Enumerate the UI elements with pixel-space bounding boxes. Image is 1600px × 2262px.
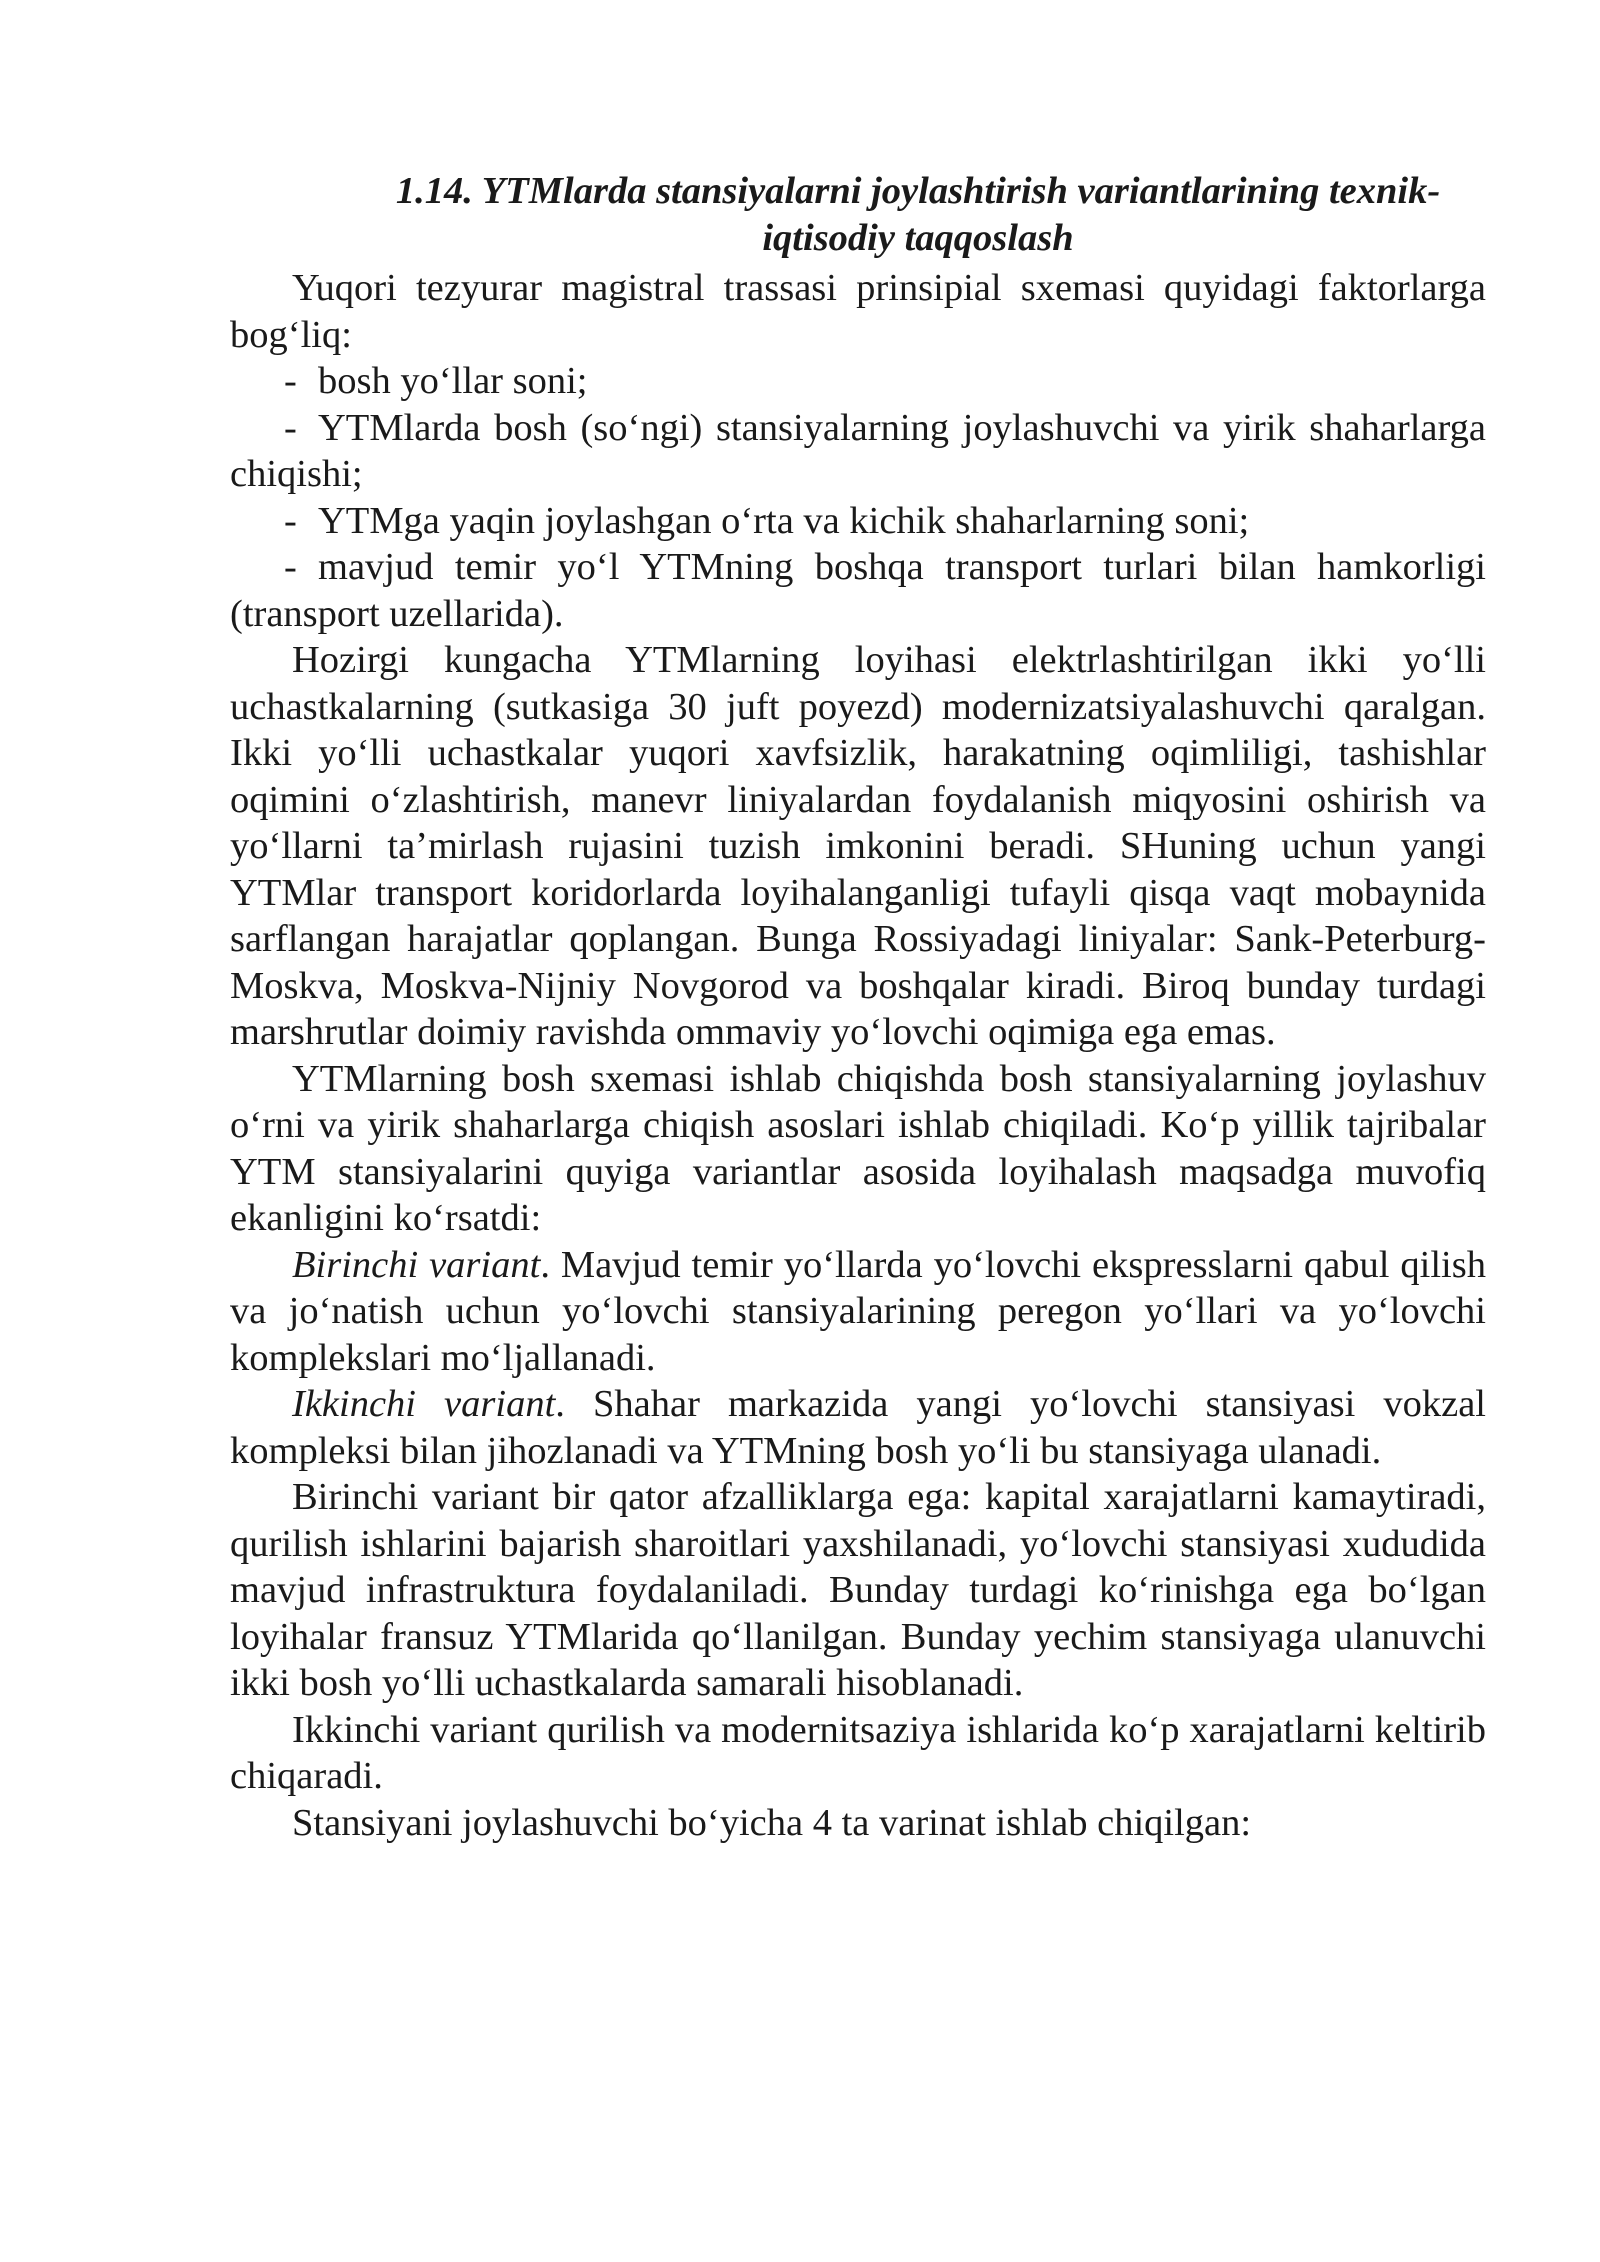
scheme-paragraph: YTMlarning bosh sxemasi ishlab chiqishda bosh stansiyalarning joylashuv o‘rni va yirik shaharlarga chiqish asoslari ishlab chiqiladi. Ko‘p yillik tajribalar YTM stansiyalarini quyiga variantlar asosida loyihalash maqsadga muvofiq ekanligini ko‘rsatdi: <box>230 1057 1486 1239</box>
factor-text: mavjud temir yo‘l YTMning boshqa transport turlari bilan hamkorligi (transport uzellarida). <box>230 546 1486 635</box>
list-dash: - <box>284 499 297 542</box>
list-dash: - <box>284 546 297 588</box>
variant-two-label: Ikkinchi variant <box>292 1383 556 1425</box>
variant-one-paragraph <box>230 1242 1486 1382</box>
intro-paragraph: Yuqori tezyurar magistral trassasi prinsipial sxemasi quyidagi faktorlarga bog‘liq: <box>230 267 1486 356</box>
list-dash: - <box>284 406 297 449</box>
factor-text: bosh yo‘llar soni; <box>318 360 588 402</box>
second-variant-cost-paragraph: Ikkinchi variant qurilish va modernitsaziya ishlarida ko‘p xarajatlarni keltirib chiqaradi. <box>230 1708 1486 1797</box>
first-variant-advantages-paragraph: Birinchi variant bir qator afzalliklarga ega: kapital xarajatlarni kamaytiradi, qurilish ishlarini bajarish sharoitlari yaxshilanadi, yo‘lovchi stansiyasi xududida mavjud infrastruktura foydalaniladi. Bunday turdagi ko‘rinishga ega bo‘lgan loyihalar fransuz YTMlarida qo‘llanilgan. Bunday yechim stansiyaga ulanuvchi ikki bosh yo‘lli uchastkalarda samarali hisoblanadi. <box>230 1476 1486 1704</box>
variant-two-text: . Shahar markazida yangi yo‘lovchi stansiyasi vokzal kompleksi bilan jihozlanadi va YTMning bosh yo‘li bu stansiyaga ulanadi. <box>230 1383 1486 1472</box>
variant-two-paragraph <box>230 1381 1486 1474</box>
factor-text: YTMlarda bosh (so‘ngi) stansiyalarning joylashuvchi va yirik shaharlarga chiqishi; <box>230 406 1486 495</box>
section-heading <box>230 168 1486 261</box>
section-heading-line-1: 1.14. YTMlarda stansiyalarni joylashtirish variantlarining texnik- <box>395 170 1441 212</box>
factor-list-item <box>230 498 1486 545</box>
factor-text: YTMga yaqin joylashgan o‘rta va kichik shaharlarning soni; <box>318 499 1250 542</box>
section-heading-line-2: iqtisodiy taqqoslash <box>762 216 1074 259</box>
variant-one-label: Birinchi variant <box>292 1243 541 1286</box>
factor-list-item <box>230 405 1486 498</box>
factor-list-item <box>230 544 1486 637</box>
factor-list-item <box>230 358 1486 405</box>
variant-one-text: . Mavjud temir yo‘llarda yo‘lovchi ekspresslarni qabul qilish va jo‘natish uchun yo‘lovchi stansiyalarining peregon yo‘llari va yo‘lovchi komplekslari mo‘ljallanadi. <box>230 1243 1486 1379</box>
final-paragraph: Stansiyani joylashuvchi bo‘yicha 4 ta varinat ishlab chiqilgan: <box>292 1801 1252 1844</box>
list-dash: - <box>284 360 297 402</box>
document-page <box>230 168 1486 1846</box>
modernization-paragraph: Hozirgi kungacha YTMlarning loyihasi elektrlashtirilgan ikki yo‘lli uchastkalarning (sutkasiga 30 juft poyezd) modernizatsiyalashuvchi qaralgan. Ikki yo‘lli uchastkalar yuqori xavfsizlik, harakatning oqimliligi, tashishlar oqimini o‘zlashtirish, manevr liniyalardan foydalanish miqyosini oshirish va yo‘llarni ta’mirlash rujasini tuzish imkonini beradi. SHuning uchun yangi YTMlar transport koridorlarda loyihalanganligi tufayli qisqa vaqt mobaynida sarflangan harajatlar qoplangan. Bunga Rossiyadagi liniyalar: Sank-Peterburg-Moskva, Moskva-Nijniy Novgorod va boshqalar kiradi. Biroq bunday turdagi marshrutlar doimiy ravishda ommaviy yo‘lovchi oqimiga ega emas. <box>230 639 1486 1053</box>
